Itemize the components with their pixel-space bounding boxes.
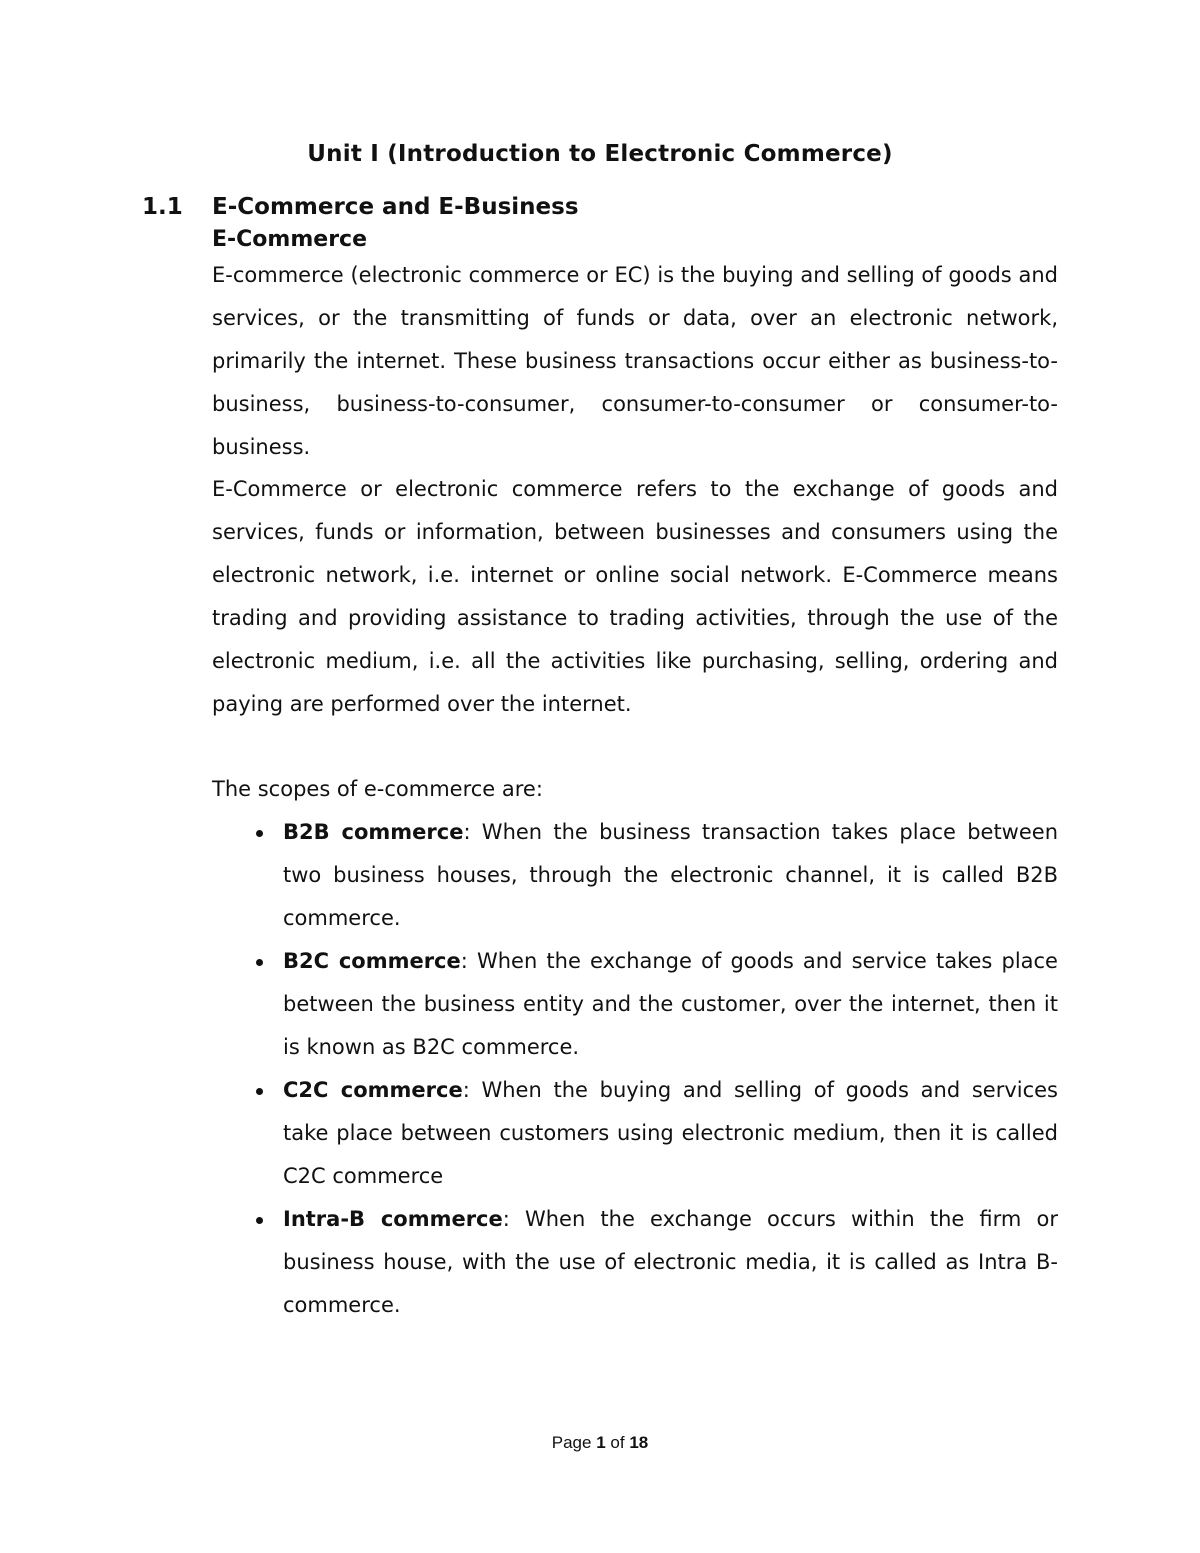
paragraph-2: E-Commerce or electronic commerce refers to the exchange of goods and services, funds or information, between businesses and consumers using the electronic network, i.e. internet or online social network. E-Commerce means trading and providing assistance to trading activities, through the use of the electronic medium, i.e. all the activities like purchasing, selling, ordering and paying are performed over the internet. [212,477,1058,716]
list-item [212,1198,1058,1327]
of-label: of [610,1433,625,1452]
bullet-icon [256,830,263,837]
subheading: E-Commerce [212,227,367,252]
scope-text: : When the buying and selling of goods and services take place between customers using electronic medium, then it is called C2C commerce [283,1078,1058,1188]
list-item [212,940,1058,1069]
list-item [212,811,1058,940]
paragraph-1: E-commerce (electronic commerce or EC) is the buying and selling of goods and services, or the transmitting of funds or data, over an electronic network, primarily the internet. These business transactions occur either as business-to-business, business-to-consumer, consumer-to-consumer or consumer-to-business. [212,263,1058,459]
bullet-icon [256,1088,263,1095]
list-item [212,1069,1058,1198]
scope-text: : When the business transaction takes place between two business houses, through the electronic channel, it is called B2B commerce. [283,820,1059,930]
section-title: E-Commerce and E-Business [212,194,579,220]
scope-term: B2C commerce [283,949,461,973]
scopes-intro: The scopes of e-commerce are: [212,777,543,801]
bullet-icon [256,1217,263,1224]
scope-term: B2B commerce [283,820,464,844]
scope-text: : When the exchange of goods and service takes place between the business entity and the customer, over the internet, then it is known as B2C commerce. [283,949,1058,1059]
total-pages-number: 18 [629,1433,649,1452]
section-heading [142,194,579,220]
scope-text: : When the exchange occurs within the firm or business house, with the use of electronic media, it is called as Intra B-commerce. [283,1207,1058,1317]
page-label: Page [551,1433,592,1452]
page-footer [0,1433,1200,1453]
bullet-icon [256,959,263,966]
scope-term: C2C commerce [283,1078,463,1102]
document-title: Unit I (Introduction to Electronic Commerce) [307,141,893,167]
current-page-number: 1 [596,1433,606,1452]
scope-term: Intra-B commerce [283,1207,503,1231]
scopes-list [212,811,1058,1327]
section-number: 1.1 [142,194,183,220]
